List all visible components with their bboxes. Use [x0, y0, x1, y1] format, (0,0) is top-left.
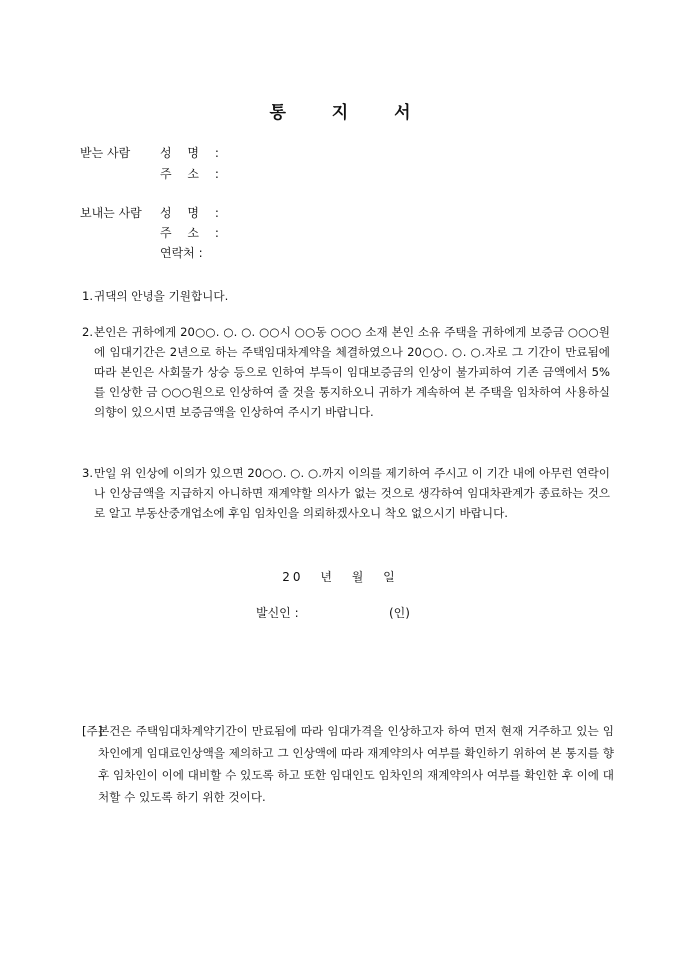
- recipient-heading: 받는 사람: [80, 146, 131, 160]
- footnote-text: 본건은 주택임대차계약기간이 만료됨에 따라 임대가격을 인상하고자 하여 먼저 현재 거주하고 있는 임차인에게 임대료인상액을 제의하고 그 인상액에 따라 재계약의사 여부를 확인하기 위하여 본 통지를 향후 임차인이 이에 대비할 수 있도록 하고 또한 임대인도 임차인의 재계약의사 여부를 확인한 후 이에 대처할 수 있도록 하기 위한 것이다.: [98, 724, 614, 804]
- paragraph-number: 3.: [82, 466, 94, 480]
- sender-name-label: 성 명 :: [160, 206, 225, 220]
- sender-heading: 보내는 사람: [80, 206, 142, 220]
- paragraph-text: 만일 위 인상에 이의가 있으면 20○○. ○. ○.까지 이의를 제기하여 주시고 이 기간 내에 아무런 연락이나 인상금액을 지급하지 아니하면 재계약할 의사가 없는 것으로 생각하여 임대차관계가 종료하는 것으로 알고 부동산중개업소에 후임 임차인을 의뢰하겠사오니 착오 없으시기 바랍니다.: [94, 466, 610, 520]
- paragraph-3: [82, 463, 610, 523]
- recipient-name-label: 성 명 :: [160, 146, 225, 160]
- sender-address-label: 주 소 :: [160, 226, 225, 240]
- sender-sign-label: 발신인 :: [256, 606, 299, 620]
- sender-contact-label: 연락처 :: [160, 246, 203, 260]
- paragraph-number: 2.: [82, 325, 94, 339]
- paragraph-text: 귀댁의 안녕을 기원합니다.: [94, 289, 229, 303]
- paragraph-number: 1.: [82, 289, 94, 303]
- footnote-marker: [주]: [82, 724, 103, 738]
- paragraph-1: [82, 286, 610, 306]
- paragraph-2: [82, 322, 610, 422]
- footnote: [82, 720, 614, 808]
- paragraph-text: 본인은 귀하에게 20○○. ○. ○. ○○시 ○○동 ○○○ 소재 본인 소유 주택을 귀하에게 보증금 ○○○원에 임대기간은 2년으로 하는 주택임대차계약을 체결하였으나 20○○. ○. ○.자로 그 기간이 만료됨에 따라 본인은 사회물가 상승 등으로 인하여 부득이 임대보증금의 인상이 불가피하여 기존 금액에서 5%를 인상한 금 ○○○원으로 인상하여 줄 것을 통지하오니 귀하가 계속하여 본 주택을 임차하여 사용하실 의향이 있으시면 보증금액을 인상하여 주시기 바랍니다.: [94, 325, 610, 419]
- recipient-address-label: 주 소 :: [160, 167, 225, 181]
- seal-mark: (인): [389, 606, 410, 620]
- date-line: 20 년 월 일: [282, 570, 398, 584]
- document-title: 통 지 서: [269, 103, 431, 123]
